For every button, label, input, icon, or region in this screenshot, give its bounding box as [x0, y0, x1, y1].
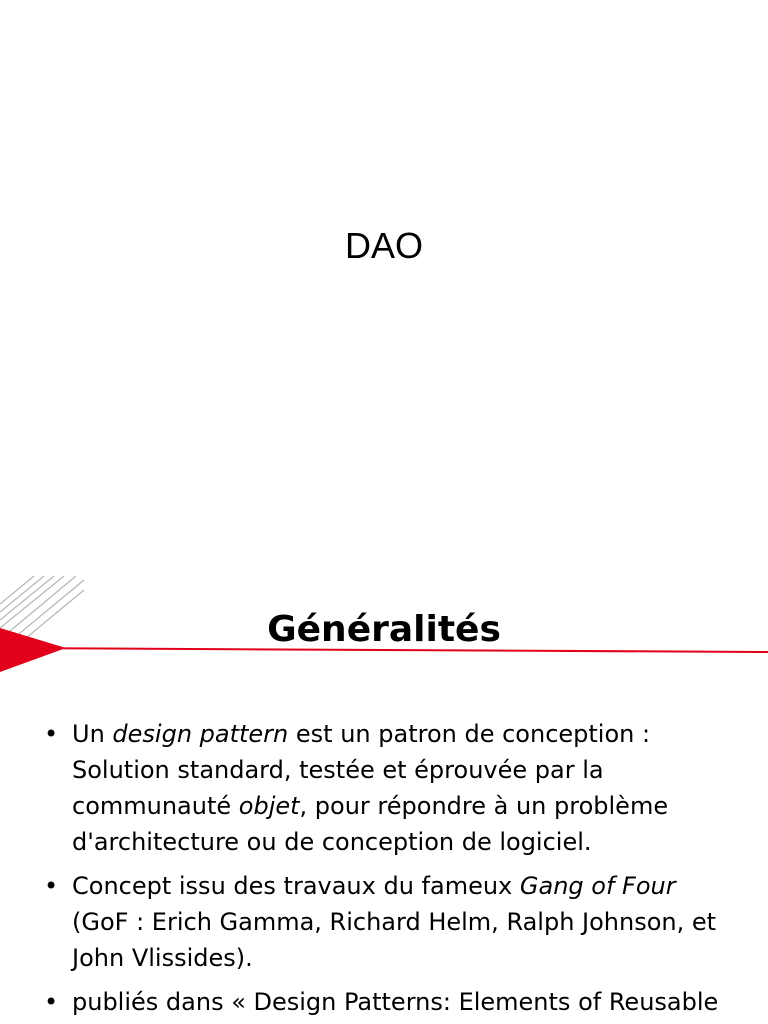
- bullet-text: publiés dans « Design Patterns: Elements of Reusable: [72, 988, 719, 1016]
- bullet-text: est un patron de conception : Solution standard, testée et éprouvée par la communauté: [72, 720, 651, 820]
- bullet-text-italic: design pattern: [112, 720, 289, 748]
- bullet-item: [40, 868, 730, 976]
- bullet-text: Concept issu des travaux du fameux: [72, 872, 520, 900]
- bullet-text-italic: Gang of Four: [519, 872, 676, 900]
- slide-title: DAO: [344, 225, 423, 266]
- bullet-icon: •: [44, 988, 59, 1016]
- bullet-text: , pour répondre à un problème d'architecture ou de conception de logiciel.: [72, 792, 669, 856]
- bullet-item: [40, 984, 730, 1020]
- bullet-text: (GoF : Erich Gamma, Richard Helm, Ralph Johnson, et John Vlissides).: [72, 908, 717, 972]
- bullet-icon: •: [44, 720, 59, 748]
- bullet-text: Un: [72, 720, 113, 748]
- bullet-text-italic: objet: [238, 792, 300, 820]
- slide-heading: Généralités: [267, 609, 501, 650]
- slide-generalites: [0, 576, 768, 1024]
- bullet-icon: •: [44, 872, 59, 900]
- bullet-list: [40, 716, 730, 1024]
- bullet-item: [40, 716, 730, 860]
